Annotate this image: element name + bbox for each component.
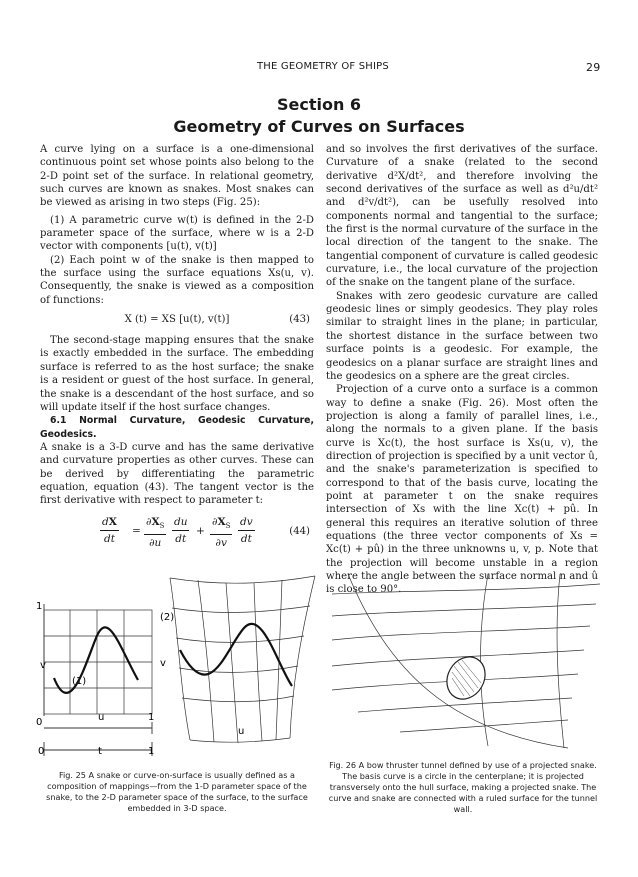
axis-label: 0 bbox=[36, 717, 43, 728]
subhead-text: 6.1 Normal Curvature, Geodesic Curvature, Geodesics. bbox=[40, 415, 314, 440]
axis-label: u bbox=[98, 712, 105, 723]
fraction-dv-dt: $\frac{dv}{dt}$ bbox=[240, 515, 253, 545]
fraction-du-dt: $\frac{du}{dt}$ bbox=[174, 515, 188, 545]
curve-label: (1) bbox=[72, 676, 87, 687]
paragraph: The second-stage mapping ensures that the snake is exactly embedded in the surface. The embedding surface is referred to as the host surface; the snake is a resident or guest of the host surface. In general, the snake is a descendant of the host surface, and so will update itself if the host surface changes. bbox=[40, 335, 314, 413]
paragraph: Snakes with zero geodesic curvature are called geodesic lines or simply geodesics. They play roles similar to straight lines in the plane; in particular, the shortest distance in the surface between two surface points is a geodesic. For example, the geodesics on a planar surface are straight lines and the geodesics on a sphere are the great circles. bbox=[326, 290, 598, 382]
curve-label: (2) bbox=[160, 612, 175, 623]
equation-number: (43) bbox=[289, 314, 310, 326]
axis-label: 1 bbox=[148, 746, 155, 757]
equation-43 bbox=[40, 313, 314, 330]
paragraph: A snake is a 3-D curve and has the same derivative and curvature properties as other curves. These can be derived by differentiating the parametric equation, equation (43). The tangent vector is the first derivative with respect to parameter t: bbox=[40, 441, 314, 507]
fraction-dxs-dv: $\frac{\partial X_S}{\partial v}$ bbox=[212, 515, 231, 550]
paragraph: (1) A parametric curve w(t) is defined in the 2-D parameter space of the surface, where w is a 2-D vector with components [u(t), v(t)] bbox=[40, 214, 314, 253]
figure-25-caption: Fig. 25 A snake or curve-on-surface is usually defined as a composition of mappings—from the 1-D parameter space of the snake, to the 2-D parameter space of the surface, to the surface embedded in 3-D space. bbox=[46, 770, 308, 814]
paragraph: A curve lying on a surface is a one-dimensional continuous point set whose points also belong to the 2-D point set of the surface. In relational geometry, such curves are known as snakes. Most snakes can be viewed as arising in two steps (Fig. 25): bbox=[40, 144, 314, 209]
equals-sign: = bbox=[132, 524, 141, 537]
fraction-dxs-du: $\frac{\partial X_S}{\partial u}$ bbox=[146, 515, 165, 550]
running-head bbox=[0, 61, 638, 75]
equation-number: (44) bbox=[289, 525, 310, 537]
paragraph: (2) Each point w of the snake is then mapped to the surface using the surface equations Xs(u, v). Consequently, the snake is viewed as a composition of functions: bbox=[40, 254, 314, 306]
axis-label: 1 bbox=[148, 712, 155, 723]
right-column bbox=[326, 143, 598, 597]
figure-26-illustration bbox=[328, 570, 604, 756]
snake-curve-parameter bbox=[54, 627, 138, 692]
fraction-dx-dt: $\frac{dX}{dt}$ bbox=[102, 515, 117, 545]
axis-label: t bbox=[98, 746, 102, 757]
axis-label: v bbox=[40, 660, 46, 671]
snake-curve-surface bbox=[180, 624, 292, 686]
paragraph: Projection of a curve onto a surface is a common way to define a snake (Fig. 26). Most often the projection is along a family of parallel lines, i.e., along the normals to a given plane. If the basis curve is Xc(t), the host surface is Xs(u, v), the direction of projection is specified by a unit vector û, and the snake's parameterization is specified to correspond to that of the basis curve, locating the point at parameter t on the snake requires intersection of Xs with the line Xc(t) + pû. In general this requires an iterative solution of three equations (the three vector components of Xs = Xc(t) + pû) in the three unknowns u, v, p. Note that the projection will become unstable in a region where the angle between the surface normal n and û is close to 90°. bbox=[326, 384, 598, 596]
parameter-grid bbox=[44, 610, 152, 714]
axis-label: 0 bbox=[38, 746, 45, 757]
figure-25-illustration bbox=[30, 568, 320, 758]
section-title: Geometry of Curves on Surfaces bbox=[173, 117, 465, 136]
page-number: 29 bbox=[586, 61, 601, 74]
paragraph: and so involves the first derivatives of the surface. Curvature of a snake (related to the second derivative d²X/dt², and therefore involving the second derivatives of the surface as well as d²u/dt² and d²v/dt²), can be usefully resolved into components normal and tangential to the surface; the first is the normal curvature of the surface in the local direction of the tangent to the snake. The tangential component of curvature is called geodesic curvature, i.e., the local curvature of the projection of the snake on the tangent plane of the surface. bbox=[326, 144, 599, 289]
subsection-heading bbox=[40, 414, 314, 441]
axis-label: u bbox=[238, 726, 245, 737]
surface-mesh bbox=[170, 576, 315, 743]
left-column bbox=[40, 143, 314, 558]
equation-44 bbox=[40, 512, 314, 556]
plus-sign: + bbox=[196, 524, 205, 537]
figure-26-caption: Fig. 26 A bow thruster tunnel defined by use of a projected snake. The basis curve is a circle in the centerplane; it is projected transversely onto the hull surface, making a projected snake. The curve and snake are connected with a ruled surface for the tunnel wall. bbox=[328, 760, 598, 815]
axes bbox=[44, 604, 155, 757]
equation-text: X (t) = XS [u(t), v(t)] bbox=[124, 314, 230, 326]
axis-label: v bbox=[160, 658, 166, 669]
section-label: Section 6 bbox=[276, 95, 362, 114]
running-title: THE GEOMETRY OF SHIPS bbox=[257, 61, 389, 72]
axis-label: 1 bbox=[36, 601, 43, 612]
tunnel-opening bbox=[439, 650, 492, 706]
